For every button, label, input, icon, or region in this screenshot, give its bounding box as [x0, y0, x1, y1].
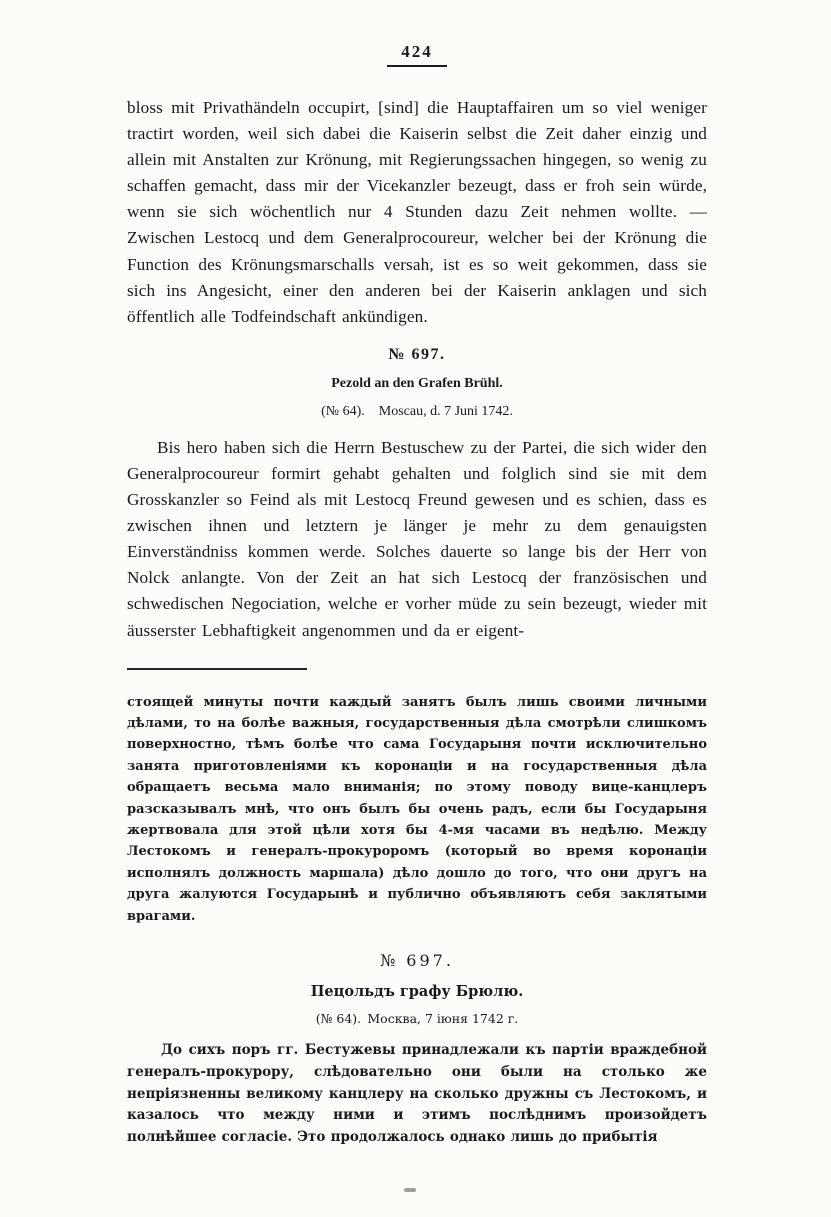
- document-number-heading-german: № 697.: [388, 345, 446, 363]
- page-number: 424: [387, 42, 447, 67]
- document-title-german: Pezold an den Grafen Brühl.: [331, 375, 503, 391]
- document-title-russian: Пецольдъ графу Брюлю.: [310, 983, 524, 1001]
- page-number-row: [127, 42, 707, 67]
- document-dateline-russian: (№ 64). Москва, 7 іюня 1742 г.: [315, 1011, 519, 1027]
- german-continued-paragraph: bloss mit Privathändeln occupirt, [sind] die Hauptaffairen um so viel weniger tractirt worden, weil sich dabei die Kaiserin selbst die Zeit daher einzig und allein mit Anstalten zur Krönung, mit Regierungssachen hingegen, so wenig zu schaffen gemacht, dass mir der Vicekanzler bezeugt, dass er froh sein würde, wenn sie sich wöchentlich nur 4 Stunden dazu Zeit nehmen wollte. — Zwischen Lestocq und dem Generalprocoureur, welcher bei der Krönung die Function des Krönungsmarschalls versah, ist es so weit gekommen, dass sie sich ins Angesicht, einer den anderen bei der Kaiserin anklagen und sich öffentlich alle Todfeindschaft ankündigen.: [127, 98, 707, 326]
- russian-paragraph: До сихъ поръ гг. Бестужевы принадлежали къ партіи враждебной генералъ-прокурору, слѣдовательно они были на столько же непріязненны великому канцлеру на сколько дружны съ Лестокомъ, и казалось что между ними и этимъ послѣднимъ произойдетъ полнѣйшее согласіе. Это продолжалось однако лишь до прибытія: [127, 1042, 707, 1146]
- footnote-separator-rule: [127, 668, 307, 670]
- document-dateline-german: (№ 64). Moscau, d. 7 Juni 1742.: [321, 403, 513, 419]
- document-number-heading-russian: № 697.: [380, 951, 454, 971]
- scan-artifact-mark: [404, 1188, 416, 1192]
- page-content: [127, 0, 707, 1149]
- german-paragraph: Bis hero haben sich die Herrn Bestuschew zu der Partei, die sich wider den Generalprocoureur formirt gehabt gehalten und folglich sind sie mit dem Grosskanzler so Feind als mit Lestocq Freund gewesen und es schien, dass es zwischen ihnen und letztern je länger je mehr zu dem genauigsten Einverständniss kommen werde. Solches dauerte so lange bis der Herr von Nolck anlangte. Von der Zeit an hat sich Lestocq der französischen und schwedischen Negociation, welche er vorher müde zu sein bezeugt, wieder mit äusserster Lebhaftigkeit angenommen und da er eigent-: [127, 437, 707, 640]
- russian-footnote-text: стоящей минуты почти каждый занятъ былъ лишь своими личными дѣлами, то на болѣе важныя, государственныя дѣла смотрѣли слишкомъ поверхностно, тѣмъ болѣе что сама Государыня почти исключительно занята приготовленіями къ коронаціи и на государственныя дѣла обращаетъ весьма мало вниманія; по этому поводу вице-канцлеръ разсказывалъ мнѣ, что онъ былъ бы очень радъ, если бы Государыня жертвовала для этой цѣли хотя бы 4-мя часами въ недѣлю. Между Лестокомъ и генералъ-прокуроромъ (который во время коронаціи исполнялъ должность маршала) дѣло дошло до того, что они другъ на друга жалуются Государынѣ и публично объявляютъ себя заклятыми врагами.: [127, 694, 707, 924]
